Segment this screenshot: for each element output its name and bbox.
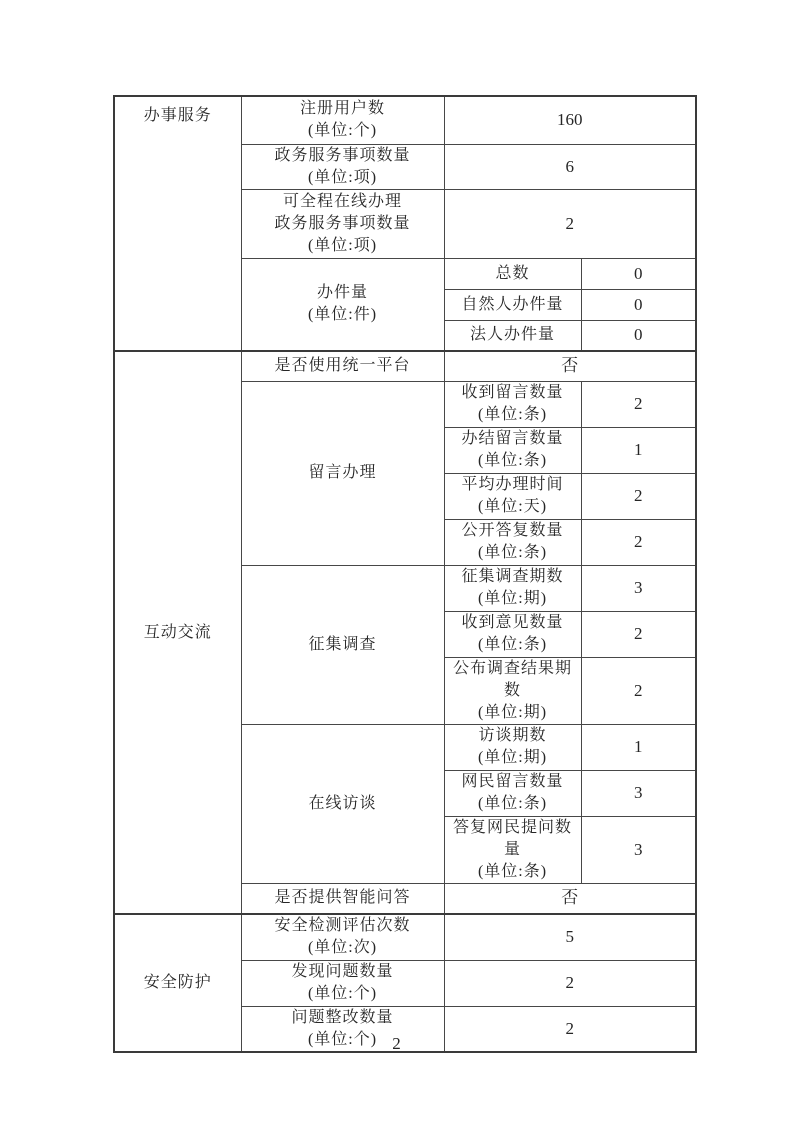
value-cell: 1 bbox=[581, 724, 696, 770]
value-cell: 2 bbox=[444, 960, 696, 1006]
item-label: 问题整改数量 bbox=[291, 1008, 394, 1026]
value-cell: 2 bbox=[581, 473, 696, 519]
subitem-unit: (单位:条) bbox=[477, 544, 548, 561]
value-cell: 2 bbox=[581, 611, 696, 657]
item-label-cell: 是否使用统一平台 bbox=[241, 351, 444, 381]
subitem-label: 网民留言数量 bbox=[461, 773, 564, 790]
value-cell: 2 bbox=[444, 189, 696, 258]
value-cell: 5 bbox=[444, 914, 696, 960]
item-unit: (单位:项) bbox=[307, 236, 378, 254]
subitem-label-cell: 法人办件量 bbox=[444, 320, 581, 351]
subitem-unit: (单位:期) bbox=[477, 703, 548, 721]
subitem-label-cell bbox=[444, 565, 581, 611]
item-unit: (单位:个) bbox=[307, 122, 378, 140]
subitem-label: 公布调查结果期数 bbox=[452, 659, 572, 699]
subitem-unit: (单位:期) bbox=[477, 749, 548, 766]
item-label: 政务服务事项数量 bbox=[274, 214, 411, 232]
group-label-cell: 征集调查 bbox=[241, 565, 444, 724]
subitem-label-cell bbox=[444, 724, 581, 770]
subitem-label-cell bbox=[444, 770, 581, 816]
value-cell: 3 bbox=[581, 770, 696, 816]
group-label-cell bbox=[241, 258, 444, 351]
subitem-label-cell bbox=[444, 611, 581, 657]
subitem-unit: (单位:条) bbox=[477, 406, 548, 423]
item-label-cell bbox=[241, 144, 444, 189]
subitem-label-cell bbox=[444, 657, 581, 724]
category-cell-security: 安全防护 bbox=[114, 914, 241, 1052]
value-cell: 1 bbox=[581, 427, 696, 473]
subitem-label-cell: 自然人办件量 bbox=[444, 289, 581, 320]
subitem-label-cell: 总数 bbox=[444, 258, 581, 289]
subitem-unit: (单位:天) bbox=[477, 498, 548, 515]
subitem-label: 访谈期数 bbox=[478, 727, 547, 744]
item-label-cell bbox=[241, 914, 444, 960]
statistics-table bbox=[113, 95, 697, 1053]
item-label-cell bbox=[241, 189, 444, 258]
item-unit: (单位:项) bbox=[307, 168, 378, 186]
subitem-label: 征集调查期数 bbox=[461, 568, 564, 585]
subitem-label-cell bbox=[444, 427, 581, 473]
subitem-label-cell bbox=[444, 381, 581, 427]
group-label-cell: 留言办理 bbox=[241, 381, 444, 565]
page-number: 2 bbox=[392, 1034, 401, 1053]
subitem-unit: (单位:条) bbox=[477, 862, 548, 880]
subitem-label: 公开答复数量 bbox=[461, 522, 564, 539]
item-unit: (单位:个) bbox=[307, 1030, 378, 1048]
subitem-unit: (单位:条) bbox=[477, 636, 548, 653]
subitem-label-cell bbox=[444, 816, 581, 883]
value-cell: 0 bbox=[581, 289, 696, 320]
subitem-label-cell bbox=[444, 473, 581, 519]
group-label: 办件量 bbox=[316, 284, 368, 302]
subitem-unit: (单位:条) bbox=[477, 795, 548, 812]
value-cell: 2 bbox=[581, 519, 696, 565]
table-row bbox=[114, 96, 696, 144]
category-cell-service: 办事服务 bbox=[114, 96, 241, 351]
value-cell: 160 bbox=[444, 96, 696, 144]
subitem-unit: (单位:条) bbox=[477, 452, 548, 469]
subitem-label: 答复网民提问数量 bbox=[452, 818, 572, 858]
value-cell: 否 bbox=[444, 883, 696, 914]
item-label: 安全检测评估次数 bbox=[274, 917, 411, 935]
subitem-label: 办结留言数量 bbox=[461, 430, 564, 447]
subitem-label: 平均办理时间 bbox=[461, 476, 564, 493]
subitem-label-cell bbox=[444, 519, 581, 565]
value-cell: 0 bbox=[581, 258, 696, 289]
item-label: 发现问题数量 bbox=[291, 963, 394, 980]
item-label-cell bbox=[241, 960, 444, 1006]
value-cell: 2 bbox=[581, 381, 696, 427]
value-cell: 3 bbox=[581, 816, 696, 883]
item-label-cell bbox=[241, 96, 444, 144]
item-unit: (单位:个) bbox=[307, 985, 378, 1002]
category-cell-interaction: 互动交流 bbox=[114, 351, 241, 914]
value-cell: 否 bbox=[444, 351, 696, 381]
value-cell: 2 bbox=[581, 657, 696, 724]
item-label: 可全程在线办理 bbox=[282, 192, 402, 210]
subitem-label: 收到意见数量 bbox=[461, 614, 564, 631]
item-unit: (单位:次) bbox=[307, 939, 378, 957]
group-label-cell: 在线访谈 bbox=[241, 724, 444, 883]
subitem-label: 收到留言数量 bbox=[461, 384, 564, 401]
value-cell: 0 bbox=[581, 320, 696, 351]
subitem-unit: (单位:期) bbox=[477, 590, 548, 607]
group-unit: (单位:件) bbox=[307, 306, 378, 324]
item-label-cell: 是否提供智能问答 bbox=[241, 883, 444, 914]
value-cell: 6 bbox=[444, 144, 696, 189]
table-row bbox=[114, 351, 696, 381]
item-label: 注册用户数 bbox=[299, 100, 385, 118]
item-label: 政务服务事项数量 bbox=[274, 146, 411, 164]
value-cell: 2 bbox=[444, 1006, 696, 1052]
value-cell: 3 bbox=[581, 565, 696, 611]
table-row bbox=[114, 914, 696, 960]
